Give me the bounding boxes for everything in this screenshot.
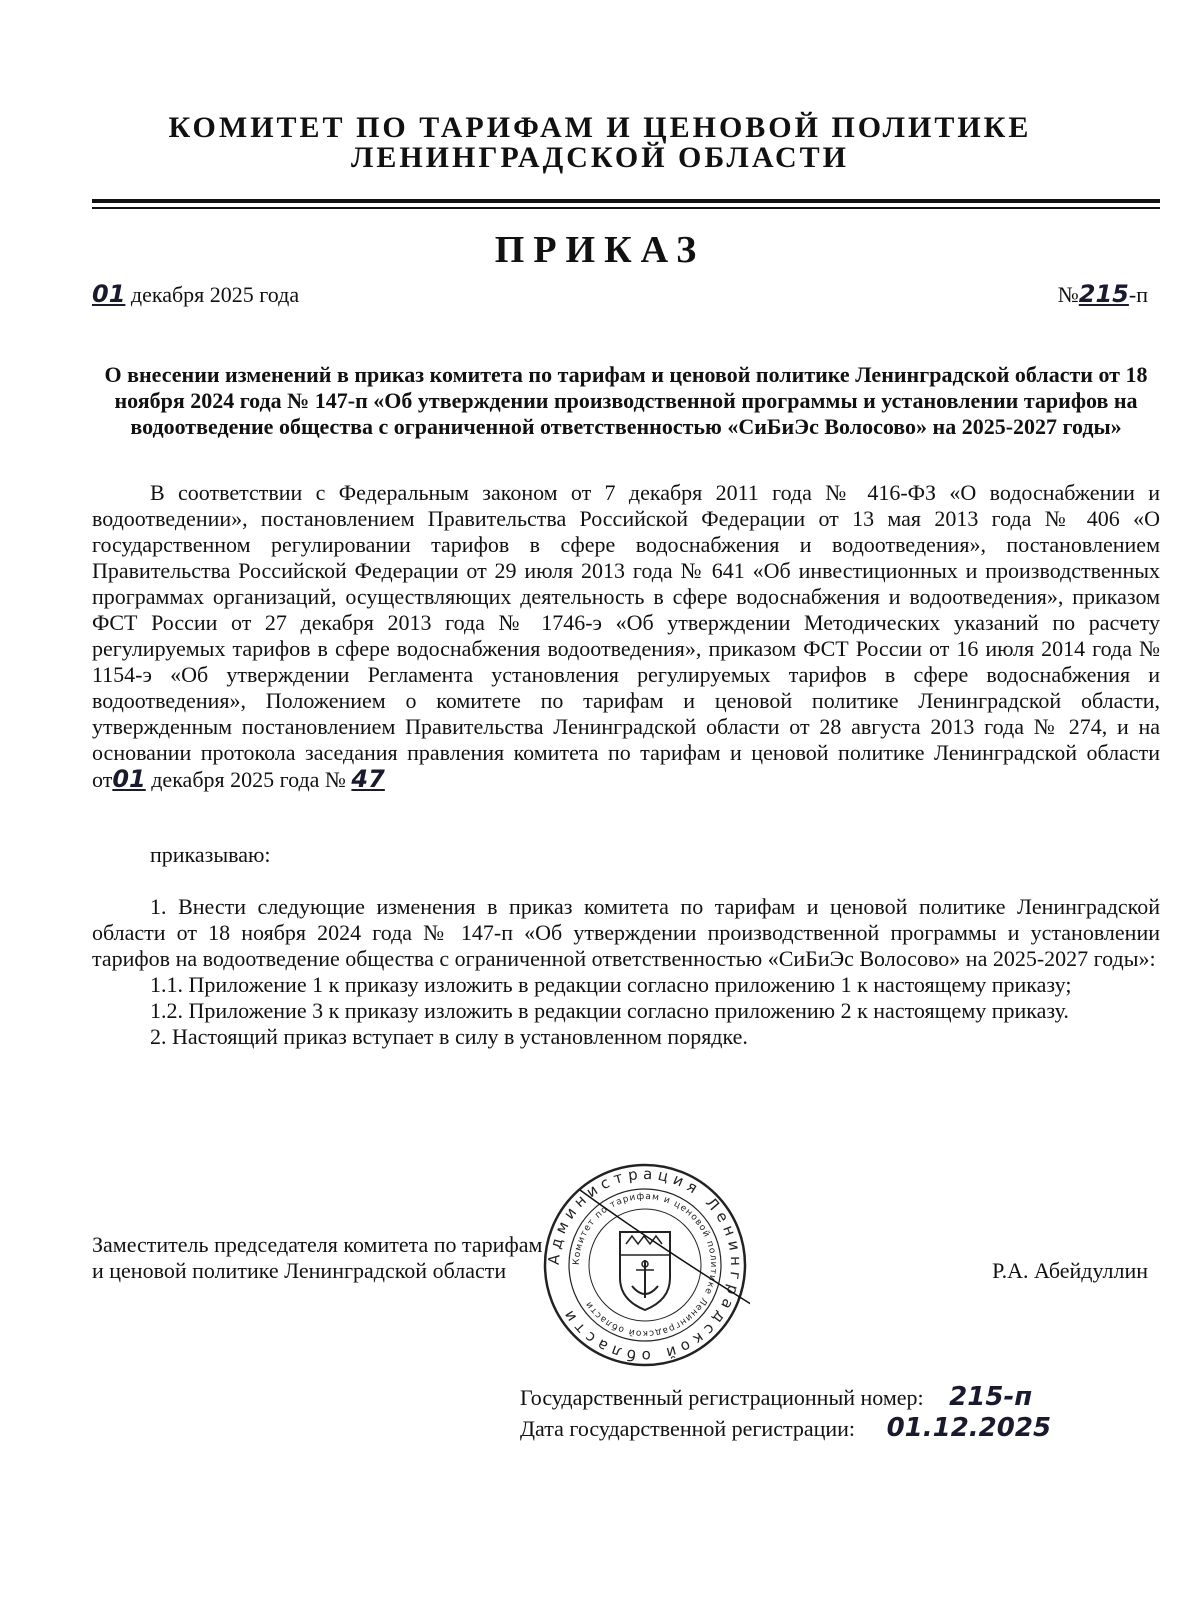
registration-date-value: 01.12.2025 — [886, 1413, 1052, 1443]
registration-number-label: Государственный регистрационный номер: — [520, 1385, 924, 1410]
coat-of-arms-icon — [620, 1232, 670, 1310]
order-word-block — [92, 842, 1160, 868]
number-prefix: № — [1057, 282, 1079, 307]
preamble — [92, 480, 1160, 793]
date-rest: декабря 2025 года — [130, 282, 300, 307]
document-date — [92, 280, 299, 308]
item-1-2: 1.2. Приложение 3 к приказу изложить в редакции согласно приложению 2 к настоящему приказу. — [150, 998, 1069, 1023]
date-day-handwritten: 01 — [92, 280, 126, 308]
header-rule-thick — [92, 199, 1160, 203]
item-1-1: 1.1. Приложение 1 к приказу изложить в редакции согласно приложению 1 к настоящему приказу; — [150, 972, 1072, 997]
registration-date-row — [520, 1415, 1051, 1442]
seal-inner-text: Комитет по тарифам и ценовой политике Ленинградской области — [571, 1191, 719, 1339]
registration-block — [520, 1384, 1051, 1442]
order-word: приказываю: — [150, 842, 271, 867]
document-type: ПРИКАЗ — [494, 229, 706, 271]
position-line-1: Заместитель председателя комитета по тарифам — [92, 1232, 543, 1257]
registration-number-value: 215-п — [949, 1382, 1033, 1412]
signatory-position — [92, 1232, 542, 1284]
item-1: 1. Внести следующие изменения в приказ комитета по тарифам и ценовой политике Ленинградской области от 18 ноября 2024 года № 147-п «Об утверждении производственной программы и установлении тарифов на водоотведение общества с ограниченной ответственностью «СиБиЭс Волосово» на 2025-2027 годы»: — [92, 894, 1160, 971]
header-line-1: КОМИТЕТ ПО ТАРИФАМ И ЦЕНОВОЙ ПОЛИТИКЕ — [168, 111, 1032, 144]
preamble-text: В соответствии с Федеральным законом от 7 декабря 2011 года № 416-ФЗ «О водоснабжении и водоотведении», постановлением Правительства Российской Федерации от 13 мая 2013 года № 406 «О государственном регулировании тарифов в сфере водоснабжения и водоотведения», постановлением Правительства Российской Федерации от 29 июля 2013 года № 641 «Об инвестиционных и производственных программах организаций, осуществляющих деятельность в сфере водоснабжения и водоотведения», приказом ФСТ России от 27 декабря 2013 года № 1746-э «Об утверждении Методических указаний по расчету регулируемых тарифов в сфере водоснабжения водоотведения», приказом ФСТ России от 16 июля 2014 года № 1154-э «Об утверждении Регламента установления регулируемых тарифов в сфере водоснабжения и водоотведения», Положением о комитете по тарифам и ценовой политике Ленинградской области, утвержденным постановлением Правительства Ленинградской области от 28 августа 2013 года № 274, и на основании протокола заседания правления комитета по тарифам и ценовой политике Ленинградской области от — [92, 480, 1160, 792]
order-items — [92, 894, 1160, 1050]
document-title: О внесении изменений в приказ комитета по тарифам и ценовой политике Ленинградской области от 18 ноября 2024 года № 147-п «Об утверждении производственной программы и установлении тарифов на водоотведение общества с ограниченной ответственностью «СиБиЭс Волосово» на 2025-2027 годы» — [104, 362, 1148, 439]
registration-date-label: Дата государственной регистрации: — [520, 1416, 856, 1441]
official-seal — [540, 1160, 750, 1370]
header-rule-thin — [92, 207, 1160, 209]
protocol-day-handwritten: 01 — [112, 765, 146, 793]
number-value-handwritten: 215 — [1078, 280, 1129, 308]
signatory-name: Р.А. Абейдуллин — [992, 1258, 1148, 1283]
document-number — [1058, 280, 1148, 308]
protocol-number-handwritten: 47 — [351, 765, 385, 793]
preamble-after-day: декабря 2025 года № — [151, 767, 346, 792]
seal-outer-text: Администрация Ленинградской области — [544, 1164, 746, 1366]
number-suffix: -п — [1128, 282, 1148, 307]
header-line-2: ЛЕНИНГРАДСКОЙ ОБЛАСТИ — [350, 141, 850, 174]
item-2: 2. Настоящий приказ вступает в силу в установленном порядке. — [150, 1024, 748, 1049]
registration-number-row — [520, 1384, 1051, 1411]
position-line-2: и ценовой политике Ленинградской области — [92, 1258, 507, 1283]
